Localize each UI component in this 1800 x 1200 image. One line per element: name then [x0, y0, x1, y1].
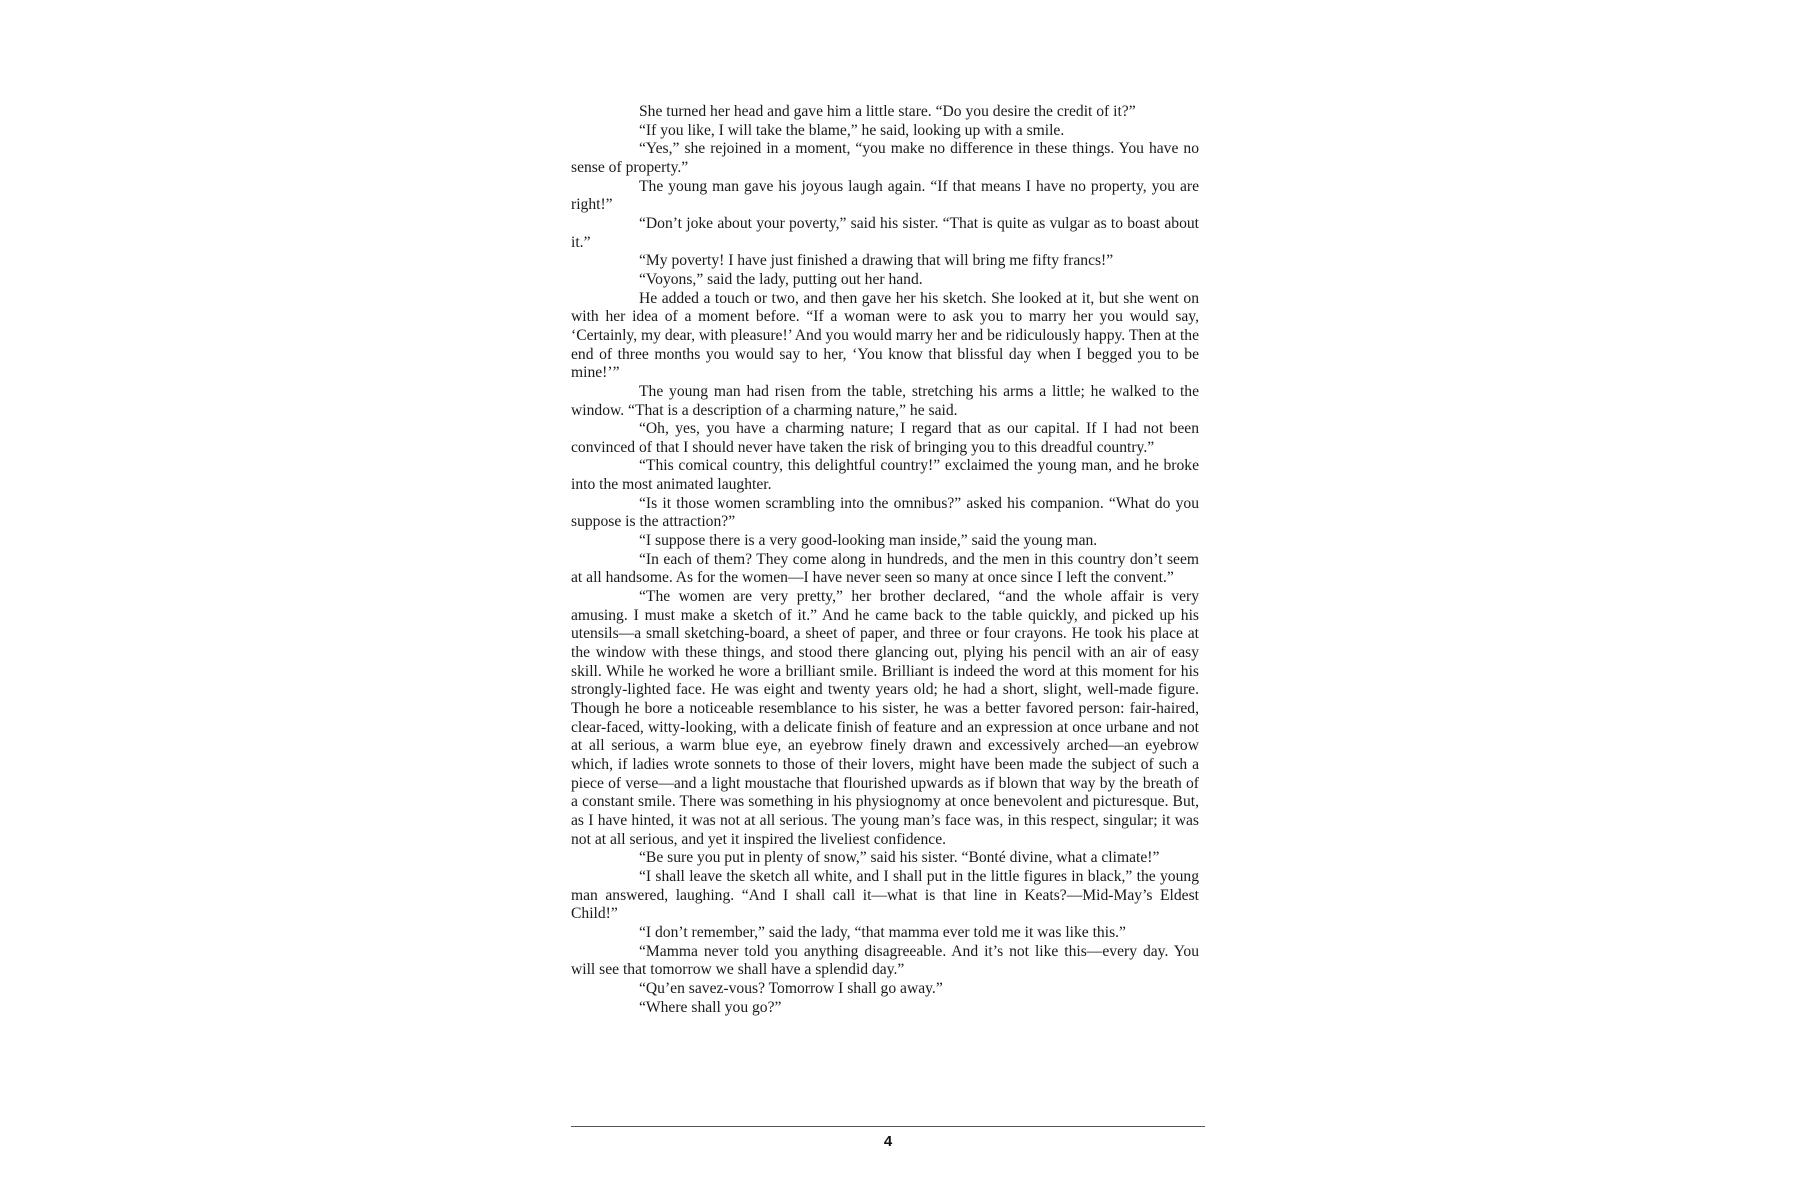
paragraph: “Don’t joke about your poverty,” said his sister. “That is quite as vulgar as to boast about it.”	[571, 214, 1199, 251]
paragraph: “Be sure you put in plenty of snow,” said his sister. “Bonté divine, what a climate!”	[639, 849, 1160, 867]
body-text	[571, 103, 1199, 1017]
paragraph: “I shall leave the sketch all white, and I shall put in the little figures in black,” the young man answered, laughing. “And I shall call it—what is that line in Keats?—Mid-May’s Eldest Child!”	[571, 867, 1199, 923]
paragraph: “In each of them? They come along in hundreds, and the men in this country don’t seem at all handsome. As for the women—I have never seen so many at once since I left the convent.”	[571, 550, 1199, 587]
paragraph: He added a touch or two, and then gave her his sketch. She looked at it, but she went on with her idea of a moment before. “If a woman were to ask you to marry her you would say, ‘Certainly, my dear, with pleasure!’ And you would marry her and be ridiculously happy. Then at the end of three months you would say to her, ‘You know that blissful day when I begged you to be mine!’”	[571, 289, 1199, 382]
paragraph: “I don’t remember,” said the lady, “that mamma ever told me it was like this.”	[639, 923, 1126, 941]
paragraph: “Is it those women scrambling into the omnibus?” asked his companion. “What do you suppose is the attraction?”	[571, 494, 1199, 531]
paragraph: “My poverty! I have just finished a drawing that will bring me fifty francs!”	[639, 252, 1114, 270]
page-number: 4	[883, 1133, 893, 1150]
paragraph: “Where shall you go?”	[639, 998, 782, 1016]
paragraph: “The women are very pretty,” her brother declared, “and the whole affair is very amusing. I must make a sketch of it.” And he came back to the table quickly, and picked up his utensils—a small sketching-board, a sheet of paper, and three or four crayons. He took his place at the window with these things, and stood there glancing out, plying his pencil with an air of easy skill. While he worked he wore a brilliant smile. Brilliant is indeed the word at this moment for his strongly-lighted face. He was eight and twenty years old; he had a short, slight, well-made figure. Though he bore a noticeable resemblance to his sister, he was a better favored person: fair-haired, clear-faced, witty-looking, with a delicate finish of feature and an expression at once urbane and not at all serious, a warm blue eye, an eyebrow finely drawn and excessively arched—an eyebrow which, if ladies wrote sonnets to those of their lovers, might have been made the subject of such a piece of verse—and a light moustache that flourished upwards as if blown that way by the breath of a constant smile. There was something in his physiognomy at once benevolent and picturesque. But, as I have hinted, it was not at all serious. The young man’s face was, in this respect, singular; it was not at all serious, and yet it inspired the liveliest confidence.	[571, 588, 1199, 848]
paragraph: “Qu’en savez-vous? Tomorrow I shall go away.”	[639, 979, 943, 997]
paragraph: “Oh, yes, you have a charming nature; I regard that as our capital. If I had not been convinced of that I should never have taken the risk of bringing you to this dreadful country.”	[571, 420, 1199, 456]
paragraph: “I suppose there is a very good-looking man inside,” said the young man.	[639, 532, 1098, 550]
paragraph: The young man gave his joyous laugh again. “If that means I have no property, you are right!”	[571, 177, 1199, 214]
paragraph: “If you like, I will take the blame,” he said, looking up with a smile.	[639, 121, 1065, 139]
paragraph: The young man had risen from the table, stretching his arms a little; he walked to the window. “That is a description of a charming nature,” he said.	[571, 382, 1199, 419]
footer-rule	[571, 1126, 1205, 1127]
paragraph: “This comical country, this delightful country!” exclaimed the young man, and he broke into the most animated laughter.	[571, 457, 1199, 494]
paragraph: “Voyons,” said the lady, putting out her hand.	[639, 270, 923, 288]
paragraph: She turned her head and gave him a little stare. “Do you desire the credit of it?”	[639, 103, 1136, 120]
paragraph: “Yes,” she rejoined in a moment, “you make no difference in these things. You have no sense of property.”	[571, 140, 1199, 176]
paragraph: “Mamma never told you anything disagreeable. And it’s not like this—every day. You will see that tomorrow we shall have a splendid day.”	[571, 942, 1199, 979]
